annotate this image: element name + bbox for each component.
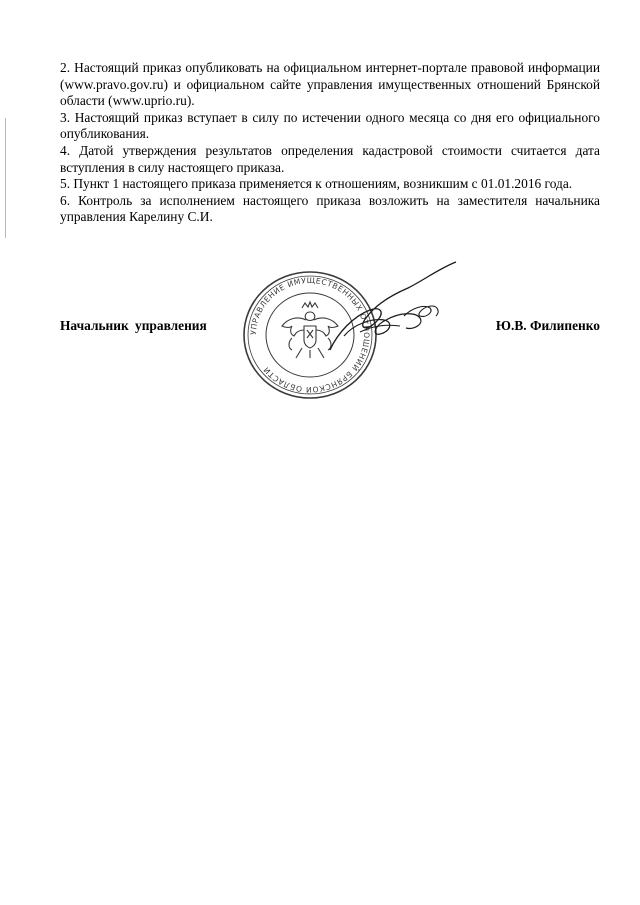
scan-edge-mark bbox=[5, 118, 6, 238]
signatory-name: Ю.В. Филипенко bbox=[495, 318, 600, 333]
order-item-6 bbox=[60, 193, 600, 226]
order-item-text: 5. Пункт 1 настоящего приказа применяется к отношениям, возникшим с 01.01.2016 года. bbox=[60, 176, 573, 192]
order-item-5 bbox=[60, 176, 600, 193]
signatory-title: Начальник управления bbox=[60, 318, 207, 333]
order-item-text: 3. Настоящий приказ вступает в силу по истечении одного месяца со дня его официального опубликования. bbox=[60, 109, 600, 142]
seal-ring-text: УПРАВЛЕНИЕ ИМУЩЕСТВЕННЫХ ОТНОШЕНИЙ БРЯНСКОЙ ОБЛАСТИ bbox=[248, 275, 372, 395]
handwritten-signature bbox=[320, 258, 470, 358]
order-item-text: 2. Настоящий приказ опубликовать на официальном интернет-портале правовой информации (www.pravo.gov.ru) и официальном сайте управления имущественных отношений Брянской области (www.uprio.ru). bbox=[60, 60, 600, 109]
order-item-2 bbox=[60, 60, 600, 110]
order-text bbox=[60, 60, 600, 226]
order-item-text: 4. Датой утверждения результатов определения кадастровой стоимости считается дата вступления в силу настоящего приказа. bbox=[60, 142, 600, 175]
order-item-3 bbox=[60, 110, 600, 143]
order-item-4 bbox=[60, 143, 600, 176]
order-item-text: 6. Контроль за исполнением настоящего приказа возложить на заместителя начальника управления Карелину С.И. bbox=[60, 192, 600, 225]
signature-block bbox=[60, 318, 600, 338]
